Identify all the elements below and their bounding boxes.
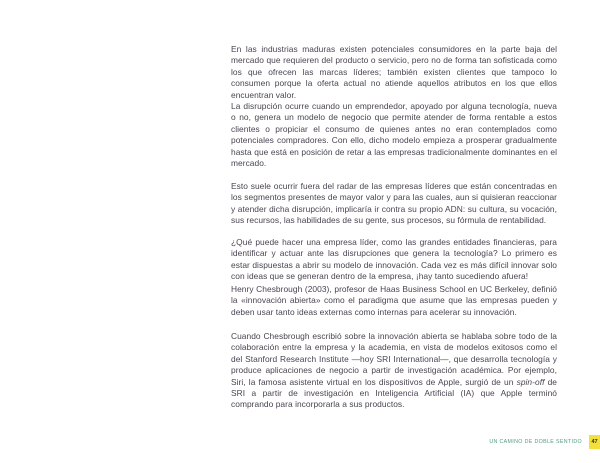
paragraph-text: Henry Chesbrough (2003), profesor de Haas Business School en UC Berkeley, definió la «innovación abierta» como el paradigma que asume que las empresas pueden y deben usar tanto ideas externas como internas para acelerar su innovación. xyxy=(231,284,557,317)
body-paragraph xyxy=(231,181,557,227)
body-paragraph xyxy=(231,284,557,318)
paragraph-text: En las industrias maduras existen potenciales consumidores en la parte baja del mercado que requieren del producto o servicio, pero no de forma tan sofisticada como los que ofrecen las marcas líderes; también existen clientes que tampoco lo consumen porque la oferta actual no atiende aquellos atributos en los que ellos encuentran valor. xyxy=(231,44,557,100)
paragraph-text: Esto suele ocurrir fuera del radar de las empresas líderes que están concentradas en los segmentos presentes de mayor valor y para las cuales, aun si quisieran reaccionar y atender dicha disrupción, implicaría ir contra su propio ADN: su cultura, su vocación, sus recursos, las habilidades de su gente, sus procesos, su fórmula de rentabilidad. xyxy=(231,181,557,226)
body-paragraph xyxy=(231,44,557,101)
italic-term: spin-off xyxy=(516,376,545,387)
page-number: 47 xyxy=(591,439,598,445)
paragraph-text: ¿Qué puede hacer una empresa líder, como las grandes entidades financieras, para identificar y actuar ante las disrupciones que genera la tecnología? Lo primero es estar dispuestas a abrir su modelo de innovación. Cada vez es más difícil innovar solo con ideas que se generan dentro de la empresa, ¡hay tanto sucediendo afuera! xyxy=(231,237,557,282)
body-paragraph xyxy=(231,331,557,411)
body-paragraph xyxy=(231,237,557,283)
page-number-box xyxy=(589,435,600,449)
page-footer xyxy=(489,435,600,449)
paragraph-text: Cuando Chesbrough escribió sobre la innovación abierta se hablaba sobre todo de la colaboración entre la empresa y la academia, en vista de modelos exitosos como el del Stanford Research Institute —hoy SRI International—, que desarrolla tecnología y produce aplicaciones de negocio a partir de investigación académica. Por ejemplo, Siri, la famosa asistente virtual en los dispositivos de Apple, surgió de un xyxy=(231,331,557,387)
paragraph-text: de SRI a partir de investigación en Inteligencia Artificial (IA) que Apple terminó comprando para incorporarla a sus productos. xyxy=(231,376,558,410)
running-head: UN CAMINO DE DOBLE SENTIDO xyxy=(489,439,582,445)
body-paragraph xyxy=(231,101,557,169)
paragraph-text: La disrupción ocurre cuando un emprendedor, apoyado por alguna tecnología, nueva o no, genera un modelo de negocio que permite atender de forma rentable a estos clientes o propiciar el consumo de quienes antes no eran contemplados como potenciales compradores. Con ello, dicho modelo empieza a prosperar gradualmente hasta que está en posición de retar a las empresas tradicionalmente dominantes en el mercado. xyxy=(231,101,557,169)
